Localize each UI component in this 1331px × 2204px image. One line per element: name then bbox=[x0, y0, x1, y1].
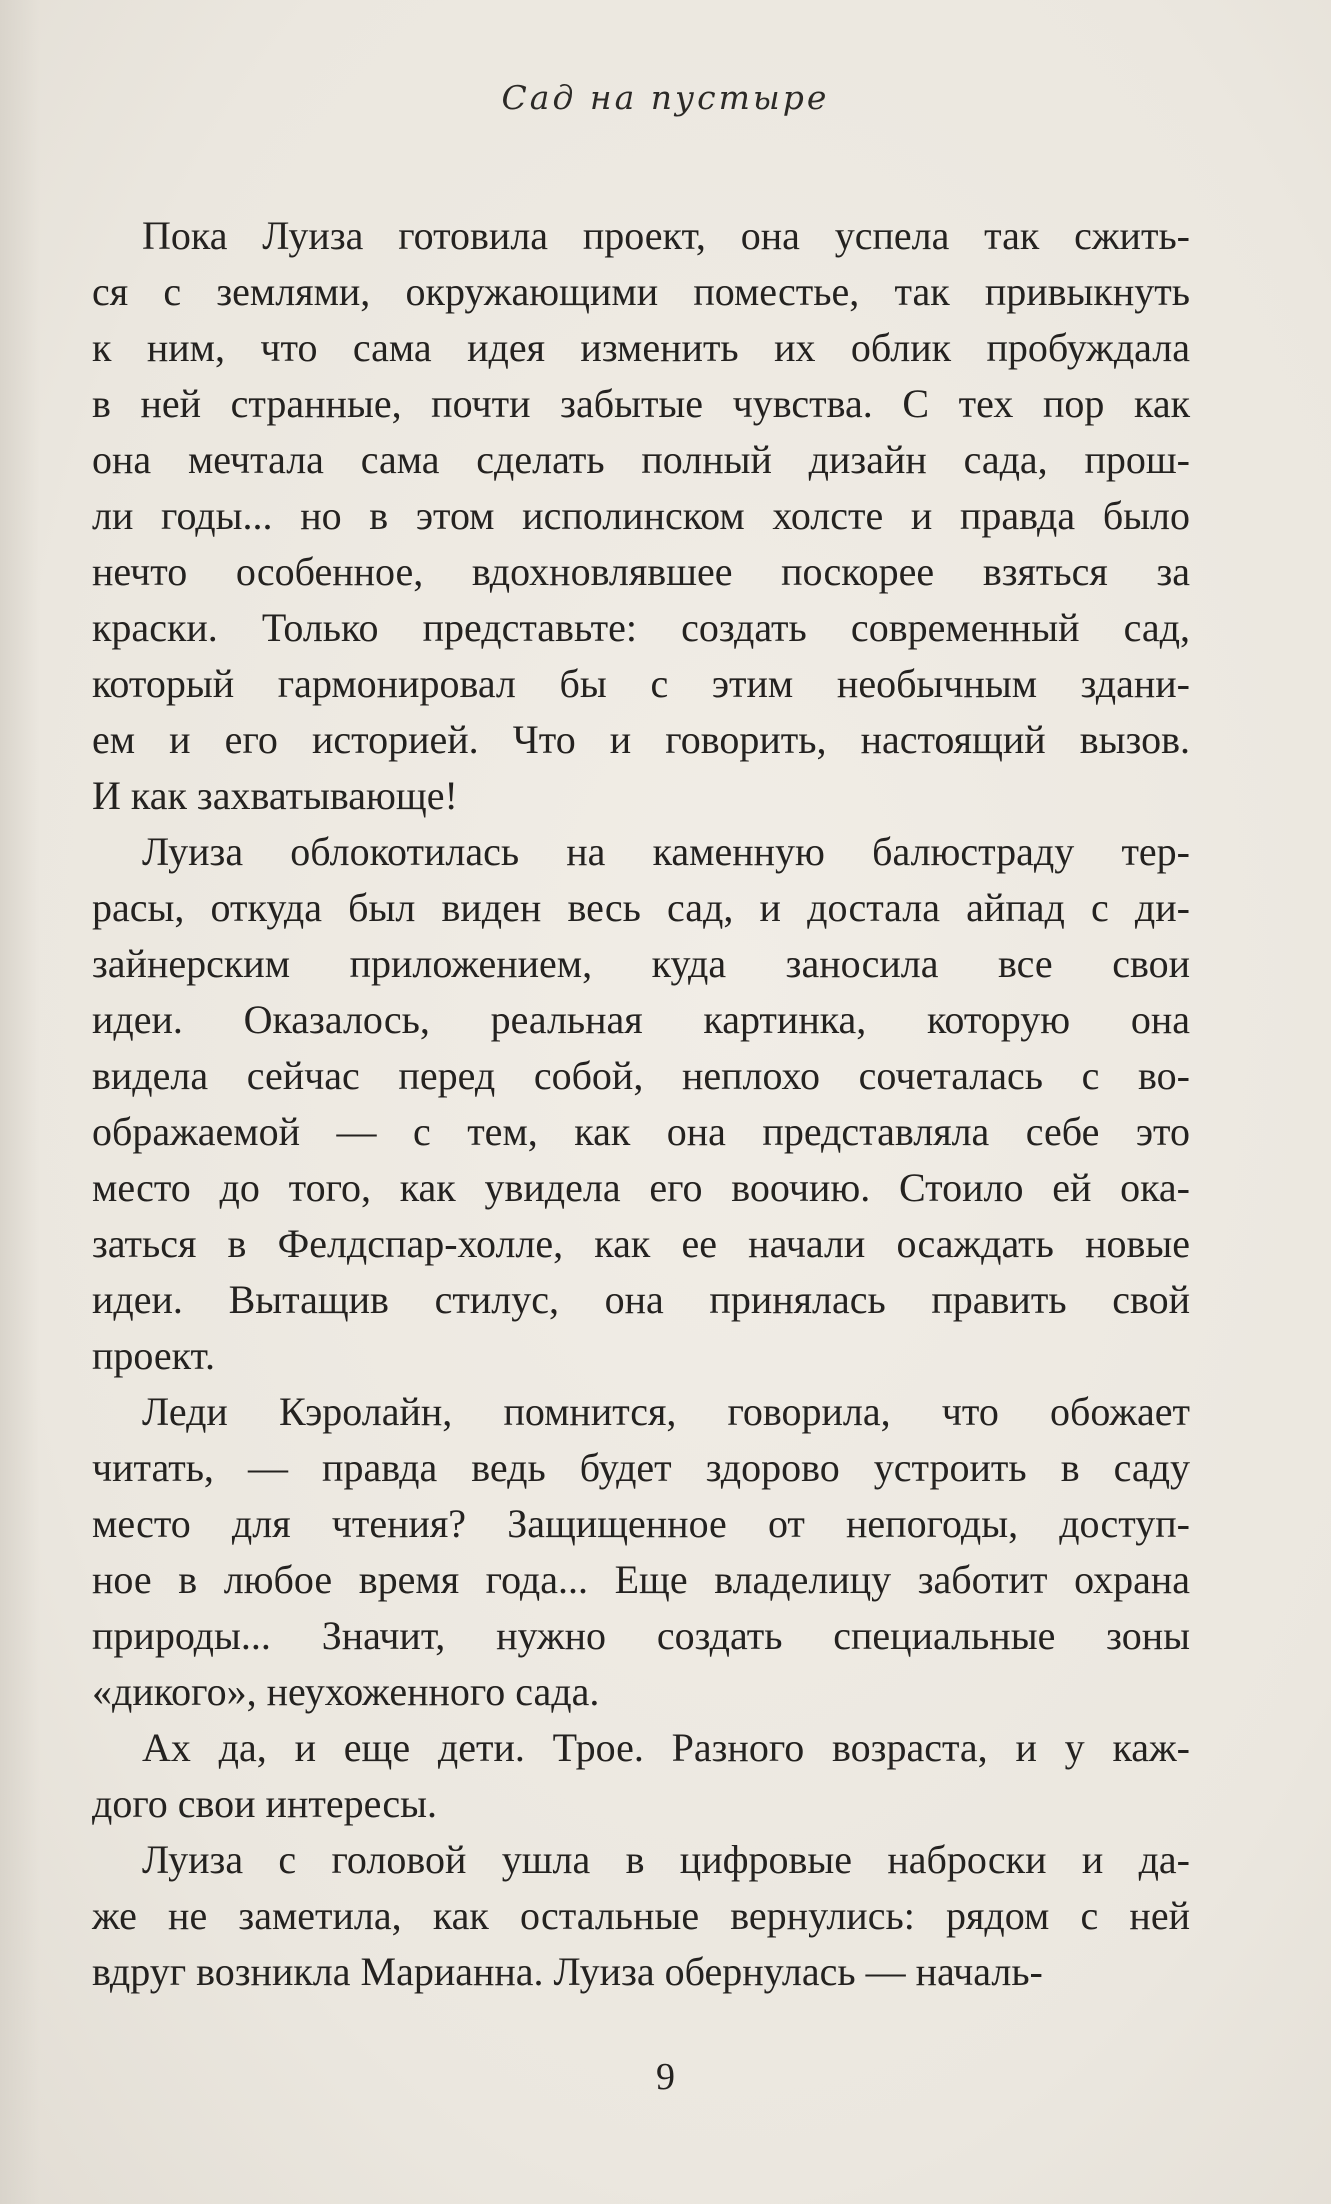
text-line: идеи. Вытащив стилус, она принялась править свой bbox=[92, 1277, 1190, 1322]
text-line: она мечтала сама сделать полный дизайн сада, прош- bbox=[92, 437, 1190, 482]
text-line: место для чтения? Защищенное от непогоды, доступ- bbox=[92, 1501, 1190, 1546]
text-line: ное в любое время года... Еще владелицу заботит охрана bbox=[92, 1557, 1190, 1602]
text-line: же не заметила, как остальные вернулись: рядом с ней bbox=[92, 1893, 1190, 1938]
text-line: И как захватывающе! bbox=[92, 773, 458, 818]
text-line: ся с землями, окружающими поместье, так привыкнуть bbox=[92, 269, 1190, 314]
page-number: 9 bbox=[656, 2056, 675, 2098]
text-line: ображаемой — с тем, как она представляла себе это bbox=[92, 1109, 1190, 1154]
text-line: проект. bbox=[92, 1333, 216, 1378]
text-line: читать, — правда ведь будет здорово устроить в саду bbox=[92, 1445, 1190, 1490]
text-line: природы... Значит, нужно создать специальные зоны bbox=[92, 1613, 1190, 1658]
text-line: «дикого», неухоженного сада. bbox=[92, 1669, 600, 1714]
text-line: расы, откуда был виден весь сад, и достала айпад с ди- bbox=[92, 885, 1190, 930]
text-line: в ней странные, почти забытые чувства. С тех пор как bbox=[92, 381, 1190, 426]
text-line: Леди Кэролайн, помнится, говорила, что обожает bbox=[142, 1389, 1190, 1434]
text-line: ем и его историей. Что и говорить, настоящий вызов. bbox=[92, 717, 1190, 762]
text-line: Ах да, и еще дети. Трое. Разного возраста, и у каж- bbox=[142, 1725, 1190, 1770]
paragraph bbox=[92, 1384, 1190, 1720]
text-line: к ним, что сама идея изменить их облик пробуждала bbox=[92, 325, 1190, 370]
text-line: Пока Луиза готовила проект, она успела так сжить- bbox=[142, 213, 1190, 258]
text-line: зайнерским приложением, куда заносила все свои bbox=[92, 941, 1190, 986]
text-line: видела сейчас перед собой, неплохо сочеталась с во- bbox=[92, 1053, 1190, 1098]
text-line: идеи. Оказалось, реальная картинка, которую она bbox=[92, 997, 1190, 1042]
text-line: вдруг возникла Марианна. Луиза обернулась — началь- bbox=[92, 1949, 1043, 1994]
paragraph bbox=[92, 1720, 1190, 1832]
running-head: Сад на пустыре bbox=[501, 78, 830, 117]
text-line: краски. Только представьте: создать современный сад, bbox=[92, 605, 1190, 650]
text-line: который гармонировал бы с этим необычным здани- bbox=[92, 661, 1190, 706]
paragraph bbox=[92, 1832, 1190, 2000]
text-line: нечто особенное, вдохновлявшее поскорее взяться за bbox=[92, 549, 1190, 594]
body-text bbox=[92, 208, 1190, 2000]
text-line: ли годы... но в этом исполинском холсте и правда было bbox=[92, 493, 1190, 538]
text-line: место до того, как увидела его воочию. Стоило ей ока- bbox=[92, 1165, 1190, 1210]
text-line: заться в Фелдспар-холле, как ее начали осаждать новые bbox=[92, 1221, 1190, 1266]
paragraph bbox=[92, 824, 1190, 1384]
text-line: Луиза облокотилась на каменную балюстраду тер- bbox=[142, 829, 1190, 874]
spine-shadow bbox=[0, 0, 40, 2204]
paragraph bbox=[92, 208, 1190, 824]
text-line: дого свои интересы. bbox=[92, 1781, 437, 1826]
text-line: Луиза с головой ушла в цифровые наброски и да- bbox=[142, 1837, 1190, 1882]
